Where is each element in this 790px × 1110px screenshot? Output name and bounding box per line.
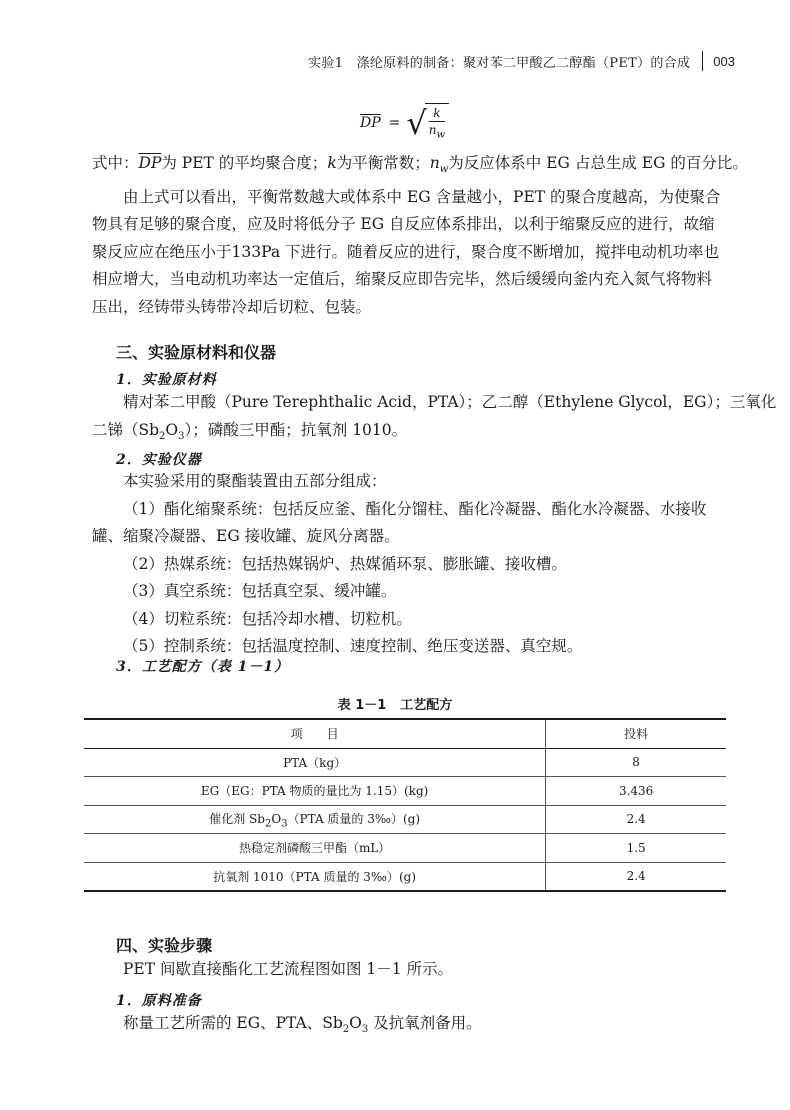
cell-amount: 2.4 bbox=[546, 862, 726, 891]
recipe-table bbox=[84, 718, 726, 892]
dp-formula bbox=[360, 102, 449, 144]
paragraph-line: 聚反应应在绝压小于133Pa 下进行。随着反应的进行，聚合度不断增加，搅拌电动机功率也 bbox=[92, 242, 719, 261]
instruments-line: （3）真空系统：包括真空泵、缓冲罐。 bbox=[123, 582, 397, 600]
instruments-line: （1）酯化缩聚系统：包括反应釜、酯化分馏柱、酯化冷凝器、酯化水冷凝器、水接收 bbox=[123, 499, 707, 518]
instruments-line: （4）切粒系统：包括冷却水槽、切粒机。 bbox=[123, 609, 412, 628]
running-header bbox=[0, 48, 735, 74]
table-row bbox=[84, 862, 726, 891]
formula-numerator: k bbox=[429, 106, 444, 122]
subheading-recipe: 3．工艺配方（表 1－1） bbox=[116, 659, 290, 675]
section-heading-materials: 三、实验原材料和仪器 bbox=[116, 343, 277, 362]
table-row bbox=[84, 777, 726, 806]
formula-denominator: $n_w$ bbox=[428, 123, 446, 141]
cell-amount: 3.436 bbox=[546, 777, 726, 806]
table-row bbox=[84, 748, 726, 777]
table-row bbox=[84, 834, 726, 863]
cell-item: PTA（kg） bbox=[84, 748, 546, 777]
raw-materials-line: 二锑$(Sb_2O_3)$；磷酸三甲酯；抗氧剂 1010。 bbox=[92, 420, 408, 442]
running-header-title: 实验1 涤纶原料的制备：聚对苯二甲酸乙二醇酯（PET）的合成 bbox=[308, 55, 691, 71]
paragraph-line: 相应增大，当电动机功率达一定值后，缩聚反应即告完毕，然后缓缓向釜内充入氮气将物料 bbox=[92, 270, 713, 289]
table-header-row bbox=[84, 719, 726, 748]
header-divider bbox=[702, 51, 703, 71]
formula-definition: 式中：$\overline{DP}$为 PET 的平均聚合度；k为平衡常数；$n_w$为反应体系中 EG 占总生成 EG 的百分比。 bbox=[92, 154, 748, 176]
material-prep-block bbox=[92, 1010, 722, 1044]
section-heading-procedure: 四、实验步骤 bbox=[116, 936, 213, 955]
instruments-line: 罐、缩聚冷凝器、EG 接收罐、旋风分离器。 bbox=[92, 527, 400, 545]
paragraph-line: 物具有足够的聚合度，应及时将低分子 EG 自反应体系排出，以利于缩聚反应的进行，故缩 bbox=[92, 215, 715, 234]
cell-amount: 2.4 bbox=[546, 805, 726, 834]
column-header-amount: 投料 bbox=[546, 719, 726, 748]
raw-materials-line: 精对苯二甲酸（Pure Terephthalic Acid，PTA）；乙二醇（Ethylene Glycol，EG）；三氧化 bbox=[123, 393, 777, 411]
table-number: 表 1－1 bbox=[337, 698, 387, 713]
formula-sqrt bbox=[406, 103, 449, 143]
cell-item: 催化剂 $Sb_2O_3(PTA$ 质量的 3‰）(g) bbox=[84, 805, 546, 834]
cell-item: EG（EG：PTA 物质的量比为 1.15）(kg) bbox=[84, 777, 546, 806]
formula-lhs: $\overline{DP}$ bbox=[360, 115, 381, 131]
formula-fraction bbox=[425, 103, 449, 143]
instruments-block bbox=[92, 468, 722, 661]
subheading-instruments: 2．实验仪器 bbox=[116, 452, 202, 468]
cell-amount: 1.5 bbox=[546, 834, 726, 863]
column-header-item: 项 目 bbox=[84, 719, 546, 748]
formula-equals: = bbox=[388, 115, 401, 131]
procedure-line: PET 间歇直接酯化工艺流程图如图 1－1 所示。 bbox=[123, 960, 454, 978]
sqrt-sign: √ bbox=[406, 104, 427, 142]
material-prep-line: 称量工艺所需的 EG、PTA、$Sb_2O_3$ 及抗氧剂备用。 bbox=[123, 1014, 482, 1036]
paragraph-line: 压出，经铸带头铸带冷却后切粒、包装。 bbox=[92, 297, 372, 316]
instruments-line: 本实验采用的聚酯装置由五部分组成： bbox=[123, 472, 387, 490]
subheading-raw-materials: 1．实验原材料 bbox=[116, 372, 217, 388]
instruments-line: （2）热媒系统：包括热媒锅炉、热媒循环泵、膨胀罐、接收槽。 bbox=[123, 554, 567, 573]
cell-item: 热稳定剂磷酸三甲酯（mL） bbox=[84, 834, 546, 863]
procedure-intro bbox=[92, 956, 722, 984]
intro-block bbox=[92, 150, 748, 321]
table-caption bbox=[0, 694, 790, 713]
paragraph-line: 由上式可以看出，平衡常数越大或体系中 EG 含量越小，PET 的聚合度越高，为使聚合 bbox=[123, 187, 721, 206]
raw-materials-block bbox=[92, 389, 777, 450]
table-title: 工艺配方 bbox=[400, 698, 453, 713]
cell-item: 抗氧剂 1010（PTA 质量的 3‰）(g) bbox=[84, 862, 546, 891]
table-row bbox=[84, 805, 726, 834]
instruments-line: （5）控制系统：包括温度控制、速度控制、绝压变送器、真空规。 bbox=[123, 637, 583, 655]
page-number: 003 bbox=[713, 53, 735, 69]
cell-amount: 8 bbox=[546, 748, 726, 777]
subheading-material-prep: 1．原料准备 bbox=[116, 993, 202, 1009]
